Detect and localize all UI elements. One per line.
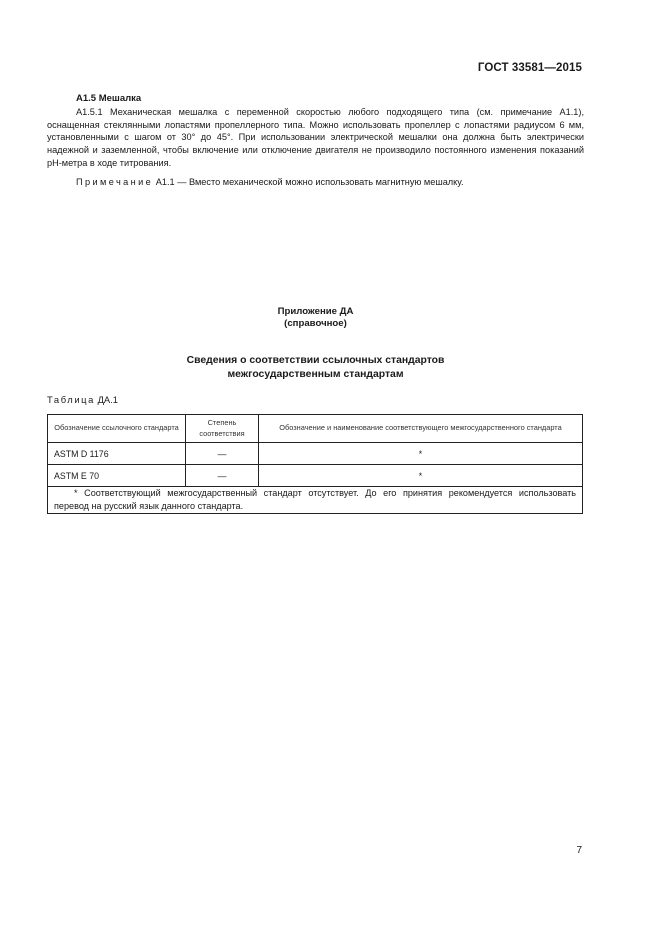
appendix-heading-line2: межгосударственным стандартам [227,369,404,380]
note [47,176,584,189]
table-caption [47,394,118,405]
table-row [48,443,583,465]
table-caption-id: ДА.1 [97,394,118,405]
cell-degree: — [186,465,259,487]
section-title: A1.5 Мешалка [76,93,142,104]
note-label: Примечание [76,177,154,187]
table-header-row [48,415,583,443]
note-text: А1.1 — Вместо механической можно использовать магнитную мешалку. [155,177,464,187]
cell-interstate-standard: * [259,465,583,487]
appendix-heading-line1: Сведения о соответствии ссылочных стандартов [186,355,445,366]
table-row [48,465,583,487]
appendix-subtitle: (справочное) [284,318,347,329]
header-degree: Степень соответствия [186,415,259,443]
cell-code: ASTM E 70 [48,465,186,487]
page-number: 7 [576,845,582,856]
appendix-title: Приложение ДА [277,306,354,317]
table-footnote-row [48,487,583,514]
section-paragraph: А1.5.1 Механическая мешалка с переменной скоростью любого подходящего типа (см. примечание А1.1), оснащенная стеклянными лопастями пропеллерного типа. Можно использовать пропеллер с лопастями радиусом 6 мм, установленными с шагом от 30° до 45°. При использовании электрической мешалки она должна быть электрически надежной и заземленной, чтобы включение или отключение двигателя не производило постоянного изменения показаний pH-метра в ходе титрования. [47,107,584,168]
standard-code: ГОСТ 33581—2015 [477,62,582,74]
header-reference-standard: Обозначение ссылочного стандарта [48,415,186,443]
cell-interstate-standard: * [259,443,583,465]
table-footnote: * Соответствующий межгосударственный стандарт отсутствует. До его принятия рекомендуется использовать перевод на русский язык данного стандарта. [48,487,583,514]
cell-degree: — [186,443,259,465]
table-caption-word: Таблица [47,394,95,405]
standards-table [47,414,583,514]
cell-code: ASTM D 1176 [48,443,186,465]
header-interstate-standard: Обозначение и наименование соответствующего межгосударственного стандарта [259,415,583,443]
